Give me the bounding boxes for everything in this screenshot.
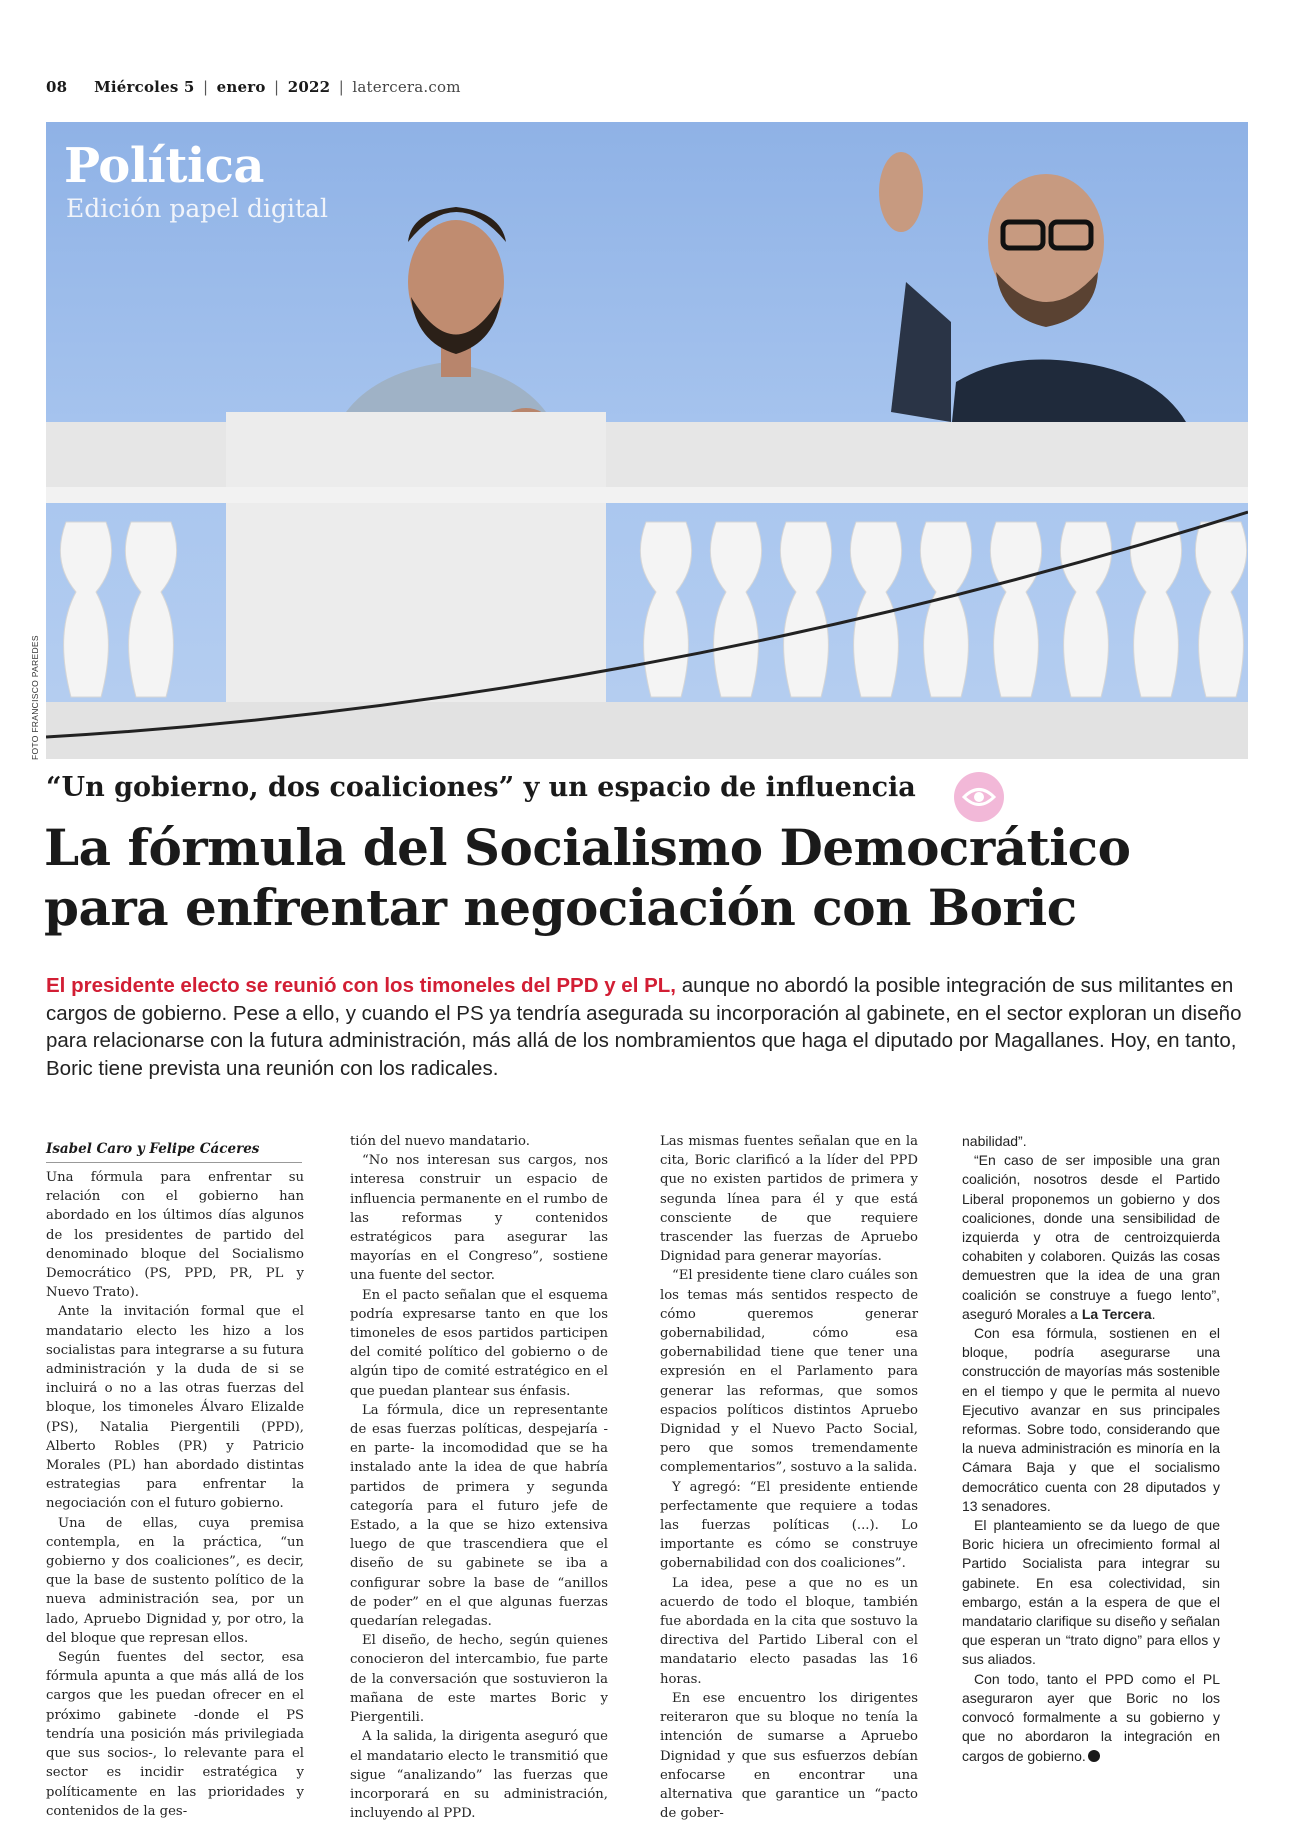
photo-credit: FOTO FRANCISCO PAREDES [30,635,40,760]
paragraph: A la salida, la dirigenta aseguró que el mandatario electo le transmitió que sigue “analizando” las fuerzas que incorporará en su administración, incluyendo al PPD. [350,1729,608,1822]
paragraph: tión del nuevo mandatario. [350,1134,530,1149]
page-number: 08 [46,78,68,96]
paragraph: Según fuentes del sector, esa fórmula apunta a que más allá de los cargos que les puedan ofrecer en el próximo gabinete -donde el PS tendría una posición más privilegiada que sus socios-, lo relevante para el sector es incidir estratégica y políticamente en las prioridades y contenidos de la ges- [46,1650,304,1819]
paragraph: La idea, pese a que no es un acuerdo de todo el bloque, también fue abordada en la cita que sostuvo la directiva del Partido Liberal con el mandatario electo pasadas las 16 horas. [660,1575,918,1687]
paragraph: El planteamiento se da luego de que Boric hiciera un ofrecimiento formal al Partido Socialista para integrar su gabinete. En esa colectividad, sin embargo, están a la espera de que el mandatario clarifique su diseño y señalan que esperan un “trato digno” para ellos y sus aliados. [962,1517,1220,1668]
article-column-4 [962,1132,1220,1766]
section-title: Política [64,138,265,194]
date-month: enero [216,78,266,96]
article-column-1 [46,1168,304,1821]
article-kicker: “Un gobierno, dos coaliciones” y un espacio de influencia [46,772,916,803]
date-weekday: Miércoles 5 [94,78,195,96]
paragraph: En ese encuentro los dirigentes reiteraron que su bloque no tenía la intención de sumarse a Apruebo Dignidad y que sus esfuerzos debían enfocarse en encontrar una alternativa que garantice un “pacto de gober- [660,1690,918,1822]
article-lead [46,972,1246,1082]
paragraph: Una fórmula para enfrentar su relación con el gobierno han abordado en los últimos días algunos de los presidentes de partido del denominado bloque del Socialismo Democrático (PS, PPD, PR, PL y Nuevo Trato). [46,1170,304,1301]
paragraph: Con esa fórmula, sostienen en el bloque, podría asegurarse una construcción de mayorías más sostenible en el tiempo y que le permita al nuevo Ejecutivo avanzar en sus principales reformas. Sobre todo, considerando que la nueva administración es minoría en la Cámara Baja y que el socialismo democrático cuenta con 28 diputados y 13 senadores. [962,1325,1220,1514]
paragraph: Ante la invitación formal que el mandatario electo les hizo a los socialistas para integrarse a su futura administración y la duda de si se incluirá o no a las otras fuerzas del bloque, los timoneles Álvaro Elizalde (PS), Natalia Piergentili (PPD), Alberto Robles (PR) y Patricio Morales (PL) han abordado distintas estrategias para enfrentar la negociación con el futuro gobierno. [46,1304,304,1512]
article-column-2 [350,1132,608,1823]
paragraph-last [962,1670,1220,1766]
byline: Isabel Caro y Felipe Cáceres [46,1141,302,1163]
balustrade [46,412,1248,759]
brand-name: La Tercera [1081,1305,1152,1322]
quote-end: . [1151,1305,1156,1322]
last-text: Con todo, tanto el PPD como el PL aseguraron ayer que Boric no los convocó formalmente a su gobierno y que no abordaron la integración en cargos de gobierno. [962,1670,1220,1764]
page-header: 08 Miércoles 5 | enero | 2022 | latercera.com [46,78,461,96]
paragraph: En el pacto señalan que el esquema podría expresarse tanto en que los timoneles de esos partidos participen del comité político del gobierno o de algún tipo de comité estratégico en el que puedan plantear sus énfasis. [350,1287,608,1399]
quote-text: “En caso de ser imposible una gran coalición, nosotros desde el Partido Liberal proponemos un gobierno y dos coaliciones, donde una sensibilidad de izquierda y otra de centroizquierda cohabiten y colaboren. Quizás las cosas demuestren que la idea de una gran coalición se construye a fuego lento”, aseguró Morales a [962,1152,1220,1322]
paragraph: Una de ellas, cuya premisa contempla, en la práctica, “un gobierno y dos coaliciones”, es decir, que la base de sustento político de la nueva administración sea, por un lado, Apruebo Dignidad y, por otro, la del bloque que represan ellos. [46,1515,304,1646]
paragraph-quote [962,1151,1220,1324]
eye-icon[interactable] [954,772,1004,822]
article-column-3 [660,1132,918,1823]
article-headline: La fórmula del Socialismo Democrático para enfrentar negociación con Boric [44,818,1131,937]
lead-highlight: El presidente electo se reunió con los timoneles del PPD y el PL, [46,974,676,997]
date-year: 2022 [287,78,331,96]
paragraph: Las mismas fuentes señalan que en la cita, Boric clarificó a la líder del PPD que no existen partidos de primera y segunda línea para él y que está consciente de que requiere trascender las fuerzas de Apruebo Dignidad para generar mayorías. [660,1134,918,1265]
lead-text: aunque no abordó la posible integración de sus militantes en cargos de gobierno. Pese a ello, y cuando el PS ya tendría asegurada su incorporación al gabinete, en el sector exploran un diseño para relacionarse con la futura administración, más allá de los nombramientos que haga el diputado por Magallanes. Hoy, en tanto, Boric tiene prevista una reunión con los radicales. [46,974,1242,1080]
paragraph: nabilidad”. [962,1133,1027,1149]
edition-label: Edición papel digital [66,194,328,223]
site-link[interactable]: latercera.com [352,78,461,96]
paragraph: “No nos interesan sus cargos, nos interesa construir un espacio de influencia permanente en el rumbo de las reformas y contenidos estratégicos para asegurar las mayorías en el Congreso”, sostiene una fuente del sector. [350,1153,608,1284]
paragraph: Y agregó: “El presidente entiende perfectamente que requiere a todas las fuerzas políticas (...). Lo importante es cómo se construye gobernabilidad con dos coaliciones”. [660,1479,918,1572]
paragraph: “El presidente tiene claro cuáles son los temas más sentidos respecto de cómo queremos generar gobernabilidad, cómo esa gobernabilidad tiene que tener una expresión en el Parlamento para generar las reformas, que somos espacios políticos distintos Apruebo Dignidad y el Nuevo Pacto Social, pero que somos tremendamente complementarios”, sostuvo a la salida. [660,1268,918,1476]
lead-photo [46,122,1248,759]
paragraph: La fórmula, dice un representante de esas fuerzas políticas, despejaría -en parte- la incomodidad que se ha instalado ante la idea de que habría partidos de primera y segunda categoría para el futuro jefe de Estado, a la que se hizo extensiva luego de que trascendiera que el diseño de su gabinete se iba a configurar sobre la base de “anillos de poder” en el que algunas fuerzas quedarían relegadas. [350,1402,608,1630]
paragraph: El diseño, de hecho, según quienes conocieron del intercambio, fue parte de la conversación que sostuvieron la mañana de este martes Boric y Piergentili. [350,1633,608,1726]
end-mark-icon [1088,1750,1100,1762]
